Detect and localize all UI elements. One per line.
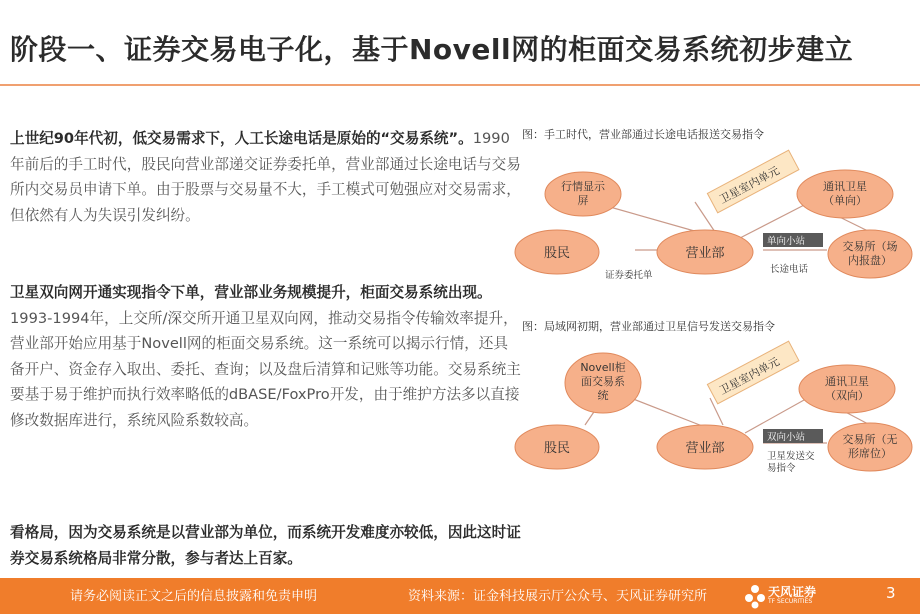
node-exchange-label: 交易所（无 — [842, 433, 898, 446]
node-display-label-2: 屏 — [577, 194, 589, 207]
edge-branch-display — [610, 207, 705, 234]
edge-phone-label: 长途电话 — [770, 264, 809, 275]
node-investor-label: 股民 — [543, 441, 571, 456]
node-satellite-label: 通讯卫星 — [823, 180, 867, 193]
satellite-unit-box — [707, 150, 799, 213]
diagram2-caption: 图：局域网初期，营业部通过卫星信号发送交易指令 — [522, 320, 775, 333]
node-satellite-label: 通讯卫星 — [825, 375, 869, 388]
paragraph-landscape — [10, 520, 522, 571]
node-satellite — [797, 170, 893, 218]
satellite-unit-label: 卫星室内单元 — [717, 163, 782, 207]
company-logo — [744, 582, 864, 610]
node-branch — [657, 230, 753, 274]
two-way-station — [763, 429, 823, 443]
logo-icon — [744, 583, 766, 609]
node-branch-label: 营业部 — [685, 246, 725, 261]
paragraph-lead: 看格局，因为交易系统是以营业部为单位，而系统开发难度亦较低，因此这时证券交易系统格局非常分散，参与者达上百家。 — [10, 524, 521, 567]
satellite-unit-label: 卫星室内单元 — [717, 354, 782, 398]
satellite-unit-box — [707, 341, 799, 404]
node-display-label: 行情显示 — [561, 180, 605, 193]
node-system-label-3: 统 — [597, 389, 609, 402]
edge-order-label: 证券委托单 — [605, 270, 653, 281]
node-display — [545, 172, 621, 216]
node-system-label: Novell柜 — [580, 361, 626, 374]
node-exchange-label-2: 形席位） — [848, 447, 892, 460]
footer-source: 资料来源：证金科技展示厅公众号、天风证券研究所 — [408, 589, 708, 604]
logo-name: 天风证券 — [768, 585, 817, 599]
node-branch-label: 营业部 — [685, 441, 725, 456]
paragraph-body: 1990年前后的手工时代，股民向营业部递交证券委托单，营业部通过长途电话与交易所内交易员申请下单。由于股票与交易量不大，手工模式可勉强应对交易需求，但依然有人为失误引发纠纷。 — [10, 130, 521, 224]
paragraph-lead: 卫星双向网开通实现指令下单，营业部业务规模提升，柜面交易系统出现。 — [10, 284, 492, 301]
diagram-manual-era — [505, 142, 915, 292]
node-exchange — [828, 423, 912, 471]
diagram-lan-era — [505, 333, 915, 483]
station-label: 双向小站 — [767, 432, 806, 443]
edge-branch-satellite — [745, 395, 813, 433]
paragraph-body: 1993-1994年，上交所/深交所开通卫星双向网，推动交易指令传输效率提升，营业部开始应用基于Novell网的柜面交易系统。这一系统可以揭示行情，还具备开户、资金存入取出、委托、查询；以及盘后清算和记账等功能。交易系统主要基于易于维护而执行效率略低的dBASE/FoxPro开发，由于维护方法多以直接修改数据库进行，系统风险系数较高。 — [10, 309, 521, 429]
page-title: 阶段一、证券交易电子化，基于Novell网的柜面交易系统初步建立 — [10, 33, 854, 66]
node-exchange — [828, 230, 912, 278]
node-satellite — [799, 365, 895, 413]
logo-en: TF SECURITIES — [768, 598, 813, 605]
page-number: 3 — [886, 584, 896, 602]
footer-bar — [0, 578, 920, 614]
node-exchange-label: 交易所（场 — [842, 240, 898, 253]
title-divider — [0, 84, 920, 86]
edge-branch-unit — [695, 202, 715, 232]
node-investor — [515, 230, 599, 274]
node-system — [565, 353, 641, 413]
edge-branch-satellite — [740, 202, 810, 238]
one-way-station — [763, 233, 823, 247]
node-exchange-label-2: 内报盘） — [848, 254, 892, 267]
node-system-label-2: 面交易系 — [581, 375, 625, 388]
node-satellite-label-2: （单向） — [823, 194, 867, 207]
edge-sat-label-2: 易指令 — [767, 463, 796, 474]
footer-disclaimer: 请务必阅读正文之后的信息披露和免责申明 — [70, 589, 318, 604]
paragraph-manual-era — [10, 126, 522, 228]
node-satellite-label-2: （双向） — [825, 389, 869, 402]
node-investor-label: 股民 — [543, 246, 571, 261]
diagram1-caption: 图：手工时代，营业部通过长途电话报送交易指令 — [522, 128, 764, 141]
station-label: 单向小站 — [767, 236, 806, 247]
edge-sat-label: 卫星发送交 — [767, 451, 815, 462]
paragraph-satellite-era — [10, 280, 522, 433]
node-investor — [515, 425, 599, 469]
node-branch — [657, 425, 753, 469]
paragraph-lead: 上世纪90年代初，低交易需求下，人工长途电话是原始的“交易系统”。 — [10, 130, 473, 147]
edge-branch-system — [623, 395, 710, 429]
